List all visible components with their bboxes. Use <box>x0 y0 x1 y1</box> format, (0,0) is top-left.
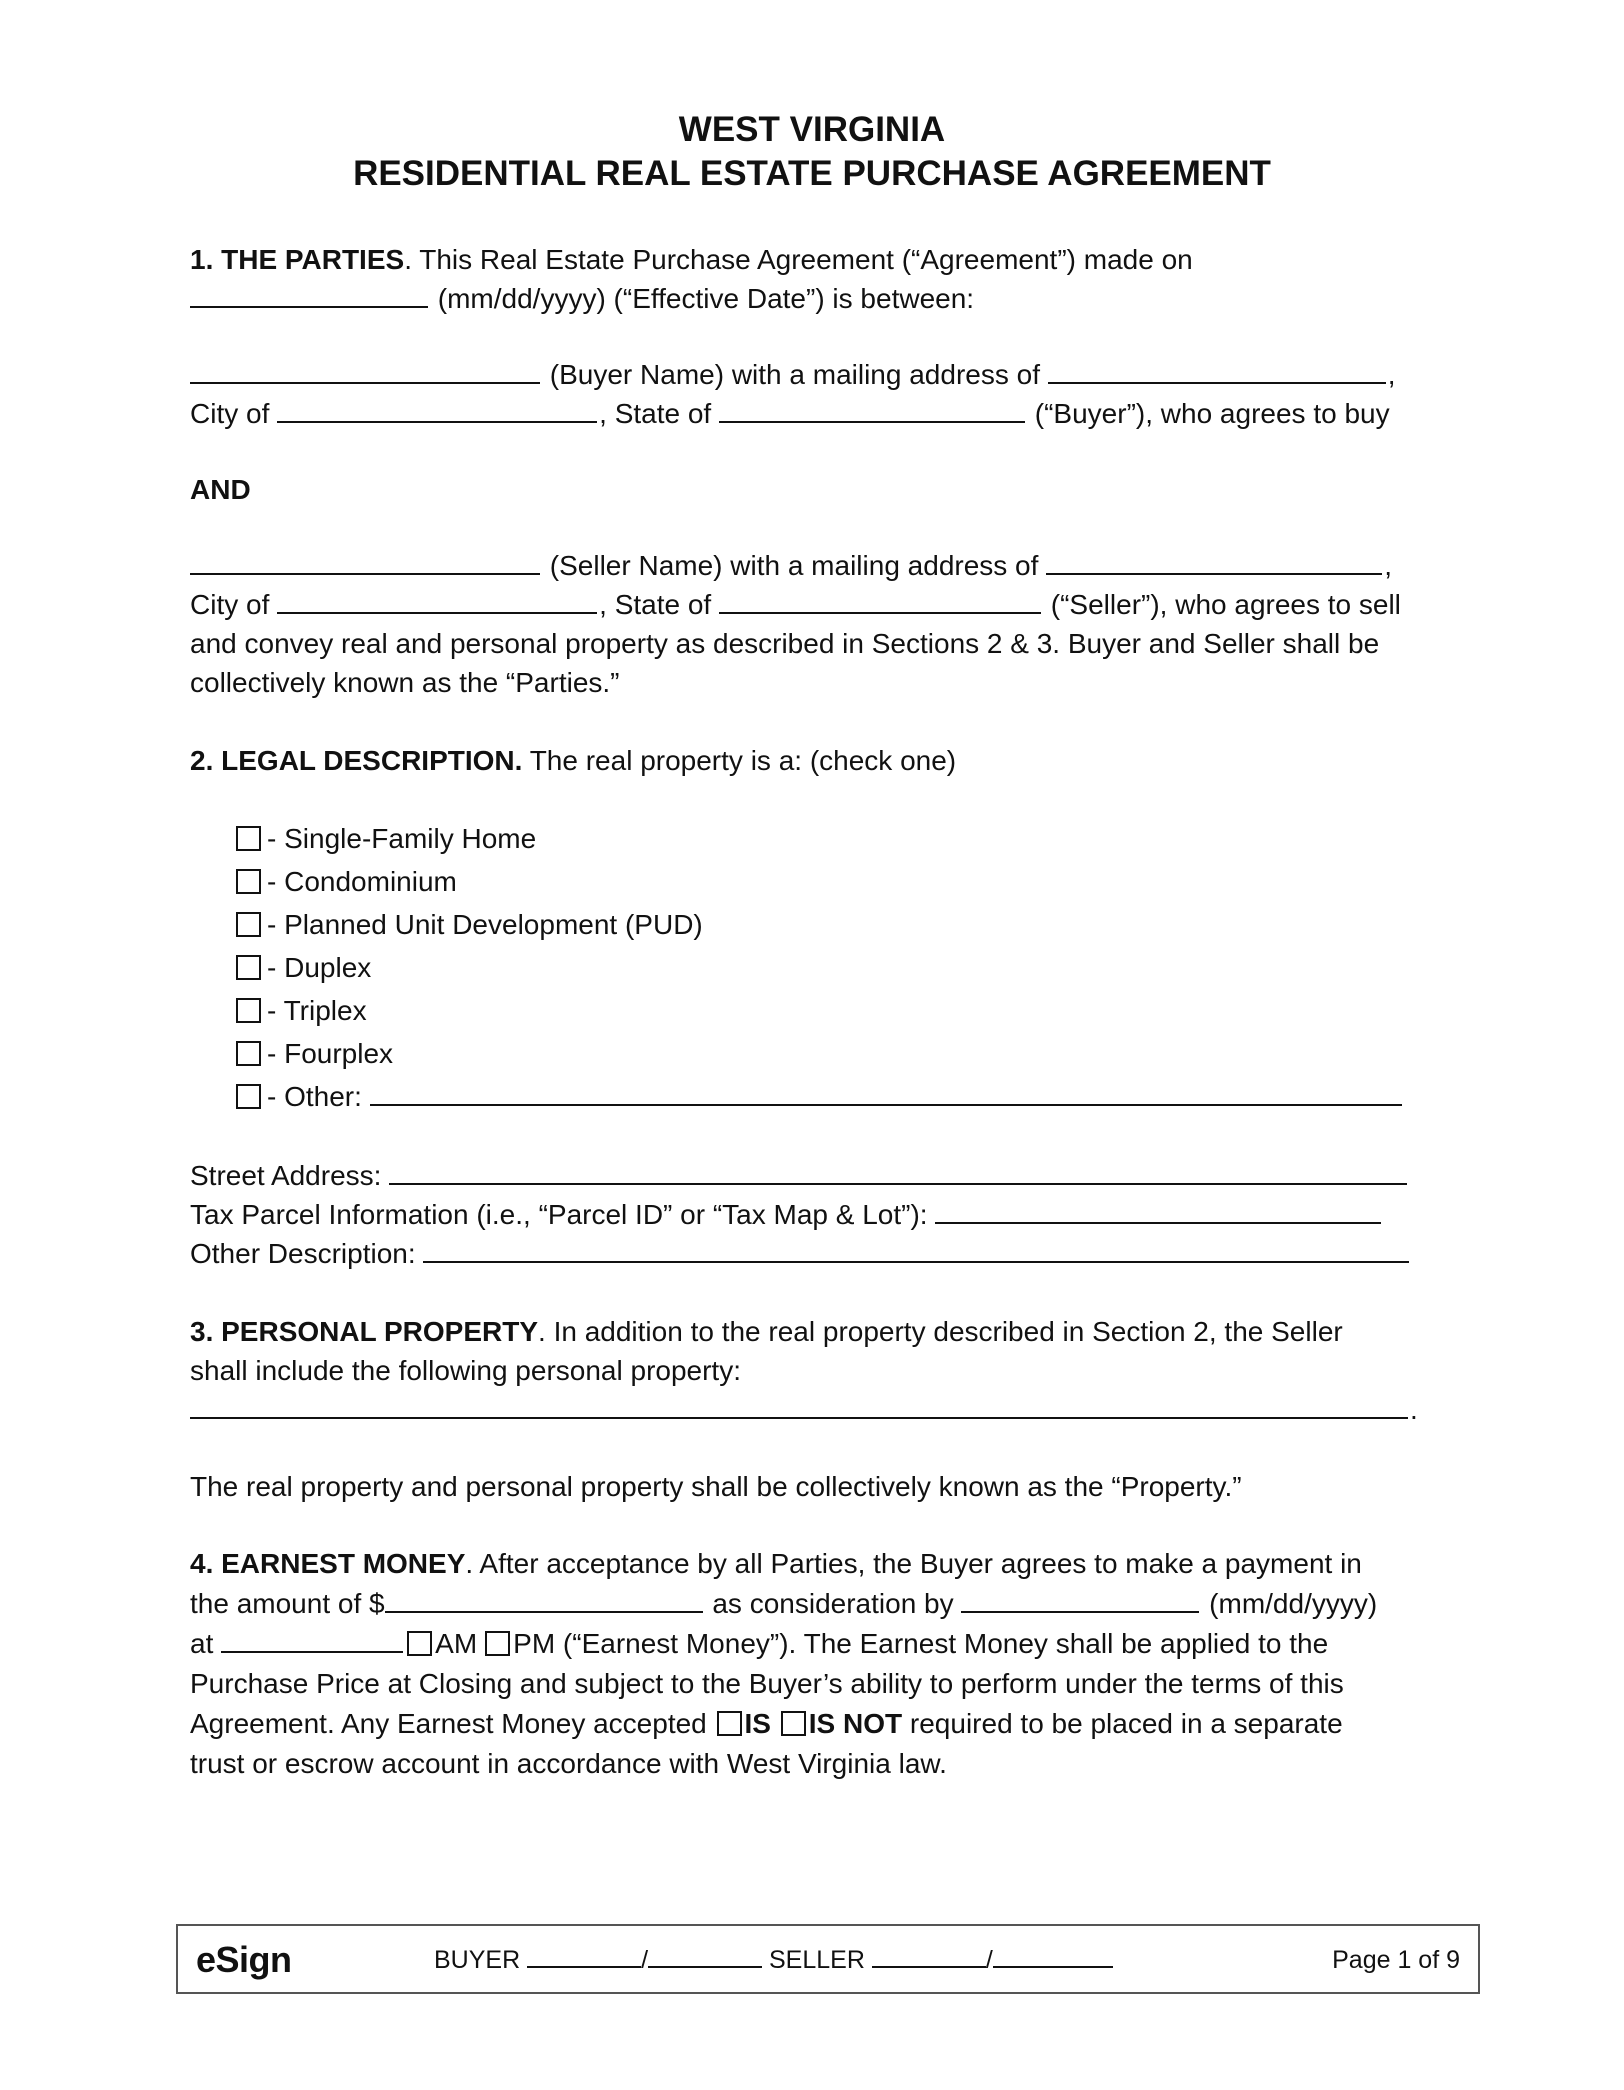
buyer-address-field[interactable] <box>1048 356 1386 384</box>
and-label: AND <box>190 474 251 505</box>
option-triplex <box>236 992 367 1030</box>
buyer-state-field[interactable] <box>719 395 1025 423</box>
option-condominium <box>236 863 457 901</box>
page-footer <box>176 1924 1480 1994</box>
buyer-line1 <box>190 356 1396 394</box>
date-format-label: (mm/dd/yyyy) <box>1201 1588 1378 1619</box>
earnest-money-label: (“Earnest Money”). The Earnest Money shall be applied to the <box>555 1628 1329 1659</box>
document-title-state: WEST VIRGINIA <box>678 110 946 149</box>
seller-state-field[interactable] <box>719 586 1041 614</box>
section4-line6: trust or escrow account in accordance with West Virginia law. <box>190 1748 947 1779</box>
buyer-city-field[interactable] <box>277 395 597 423</box>
seller-name-field[interactable] <box>190 547 540 575</box>
seller-initials-field-2[interactable] <box>993 1944 1113 1968</box>
convey-line2: collectively known as the “Parties.” <box>190 667 620 698</box>
option-label: - Planned Unit Development (PUD) <box>267 909 703 940</box>
checkbox[interactable] <box>236 869 261 894</box>
comma: , <box>1387 359 1396 390</box>
section4-line4: Purchase Price at Closing and subject to the Buyer’s ability to perform under the terms of this <box>190 1668 1344 1699</box>
option-fourplex <box>236 1035 393 1073</box>
section4-line5 <box>190 1705 1343 1743</box>
option-duplex <box>236 949 371 987</box>
at-label: at <box>190 1628 222 1659</box>
section4-heading: 4. EARNEST MONEY <box>190 1548 466 1579</box>
other-description-row <box>190 1235 1411 1273</box>
accepted-label: Agreement. Any Earnest Money accepted <box>190 1708 715 1739</box>
option-label: - Fourplex <box>267 1038 394 1069</box>
section3-heading: 3. PERSONAL PROPERTY <box>190 1316 539 1347</box>
page-number: Page 1 of 9 <box>1332 1946 1460 1974</box>
slash: / <box>985 1946 993 1974</box>
is-not-checkbox[interactable] <box>781 1711 806 1736</box>
seller-line1 <box>190 547 1392 585</box>
is-label: IS <box>744 1708 771 1739</box>
buyer-initials-field-1[interactable] <box>527 1944 641 1968</box>
other-type-field[interactable] <box>370 1078 1402 1106</box>
convey-line1: and convey real and personal property as described in Sections 2 & 3. Buyer and Seller shall be <box>190 628 1380 659</box>
section2-intro: The real property is a: (check one) <box>522 745 957 776</box>
pm-checkbox[interactable] <box>485 1631 510 1656</box>
section3-line2: shall include the following personal property: <box>190 1355 741 1386</box>
separate-label: required to be placed in a separate <box>902 1708 1343 1739</box>
city-label: City of <box>190 589 278 620</box>
other-description-label: Other Description: <box>190 1238 424 1269</box>
option-single-family <box>236 820 536 858</box>
section2-line1 <box>190 742 956 780</box>
property-definition: The real property and personal property shall be collectively known as the “Property.” <box>190 1471 1242 1502</box>
option-label: - Other: <box>267 1081 370 1112</box>
tax-parcel-row <box>190 1196 1383 1234</box>
seller-address-field[interactable] <box>1046 547 1382 575</box>
checkbox[interactable] <box>236 826 261 851</box>
tax-parcel-field[interactable] <box>935 1196 1381 1224</box>
seller-city-field[interactable] <box>277 586 597 614</box>
comma: , <box>1384 550 1392 581</box>
checkbox[interactable] <box>236 955 261 980</box>
section1-heading: 1. THE PARTIES <box>190 244 405 275</box>
section1-intro: . This Real Estate Purchase Agreement (“Agreement”) made on <box>404 244 1193 275</box>
seller-name-label: (Seller Name) with a mailing address of <box>542 550 1047 581</box>
street-address-field[interactable] <box>389 1157 1407 1185</box>
consideration-label: as consideration by <box>704 1588 962 1619</box>
option-pud <box>236 906 703 944</box>
state-label: , State of <box>599 398 719 429</box>
effective-date-field[interactable] <box>190 280 428 308</box>
option-label: - Single-Family Home <box>267 823 537 854</box>
option-label: - Condominium <box>267 866 457 897</box>
buyer-line2 <box>190 395 1390 433</box>
buyer-name-label: (Buyer Name) with a mailing address of <box>542 359 1048 390</box>
is-not-label: IS NOT <box>808 1708 903 1739</box>
am-checkbox[interactable] <box>407 1631 432 1656</box>
tax-parcel-label: Tax Parcel Information (i.e., “Parcel ID” or “Tax Map & Lot”): <box>190 1199 936 1230</box>
street-address-row <box>190 1157 1409 1195</box>
section4-line1 <box>190 1545 1362 1583</box>
earnest-date-field[interactable] <box>961 1585 1199 1613</box>
section3-intro: . In addition to the real property described in Section 2, the Seller <box>538 1316 1343 1347</box>
seller-initials-field-1[interactable] <box>872 1944 986 1968</box>
document-title: RESIDENTIAL REAL ESTATE PURCHASE AGREEMENT <box>353 154 1271 193</box>
seller-line2 <box>190 586 1401 624</box>
other-description-field[interactable] <box>423 1235 1409 1263</box>
amount-label: the amount of $ <box>190 1588 385 1619</box>
section4-line2 <box>190 1585 1377 1623</box>
personal-property-field[interactable] <box>190 1391 1408 1419</box>
initials-row <box>434 1942 1113 1978</box>
esign-logo: eSign <box>196 1939 292 1980</box>
earnest-amount-field[interactable] <box>385 1585 703 1613</box>
option-label: - Duplex <box>267 952 372 983</box>
section4-line3 <box>190 1625 1328 1663</box>
checkbox[interactable] <box>236 1041 261 1066</box>
personal-property-row <box>190 1391 1418 1429</box>
effective-date-label: (mm/dd/yyyy) (“Effective Date”) is between: <box>430 283 975 314</box>
option-other <box>236 1078 1404 1116</box>
slash: / <box>641 1946 649 1974</box>
checkbox[interactable] <box>236 912 261 937</box>
seller-initials-label: SELLER <box>762 1946 872 1974</box>
buyer-initials-field-2[interactable] <box>648 1944 762 1968</box>
buyer-name-field[interactable] <box>190 356 540 384</box>
section3-line1 <box>190 1313 1343 1351</box>
buyer-initials-label: BUYER <box>434 1946 528 1974</box>
city-label: City of <box>190 398 278 429</box>
section1-line1 <box>190 241 1193 279</box>
checkbox[interactable] <box>236 1084 261 1109</box>
seller-role-label: (“Seller”), who agrees to sell <box>1043 589 1401 620</box>
section2-heading: 2. LEGAL DESCRIPTION. <box>190 745 523 776</box>
period: . <box>1410 1394 1418 1425</box>
pm-label: PM <box>513 1628 556 1659</box>
street-address-label: Street Address: <box>190 1160 390 1191</box>
buyer-role-label: (“Buyer”), who agrees to buy <box>1027 398 1390 429</box>
is-checkbox[interactable] <box>717 1711 742 1736</box>
section1-line2 <box>190 280 974 318</box>
option-label: - Triplex <box>267 995 367 1026</box>
am-label: AM <box>435 1628 478 1659</box>
checkbox[interactable] <box>236 998 261 1023</box>
section4-intro: . After acceptance by all Parties, the Buyer agrees to make a payment in <box>465 1548 1362 1579</box>
earnest-time-field[interactable] <box>221 1625 403 1653</box>
state-label: , State of <box>599 589 719 620</box>
